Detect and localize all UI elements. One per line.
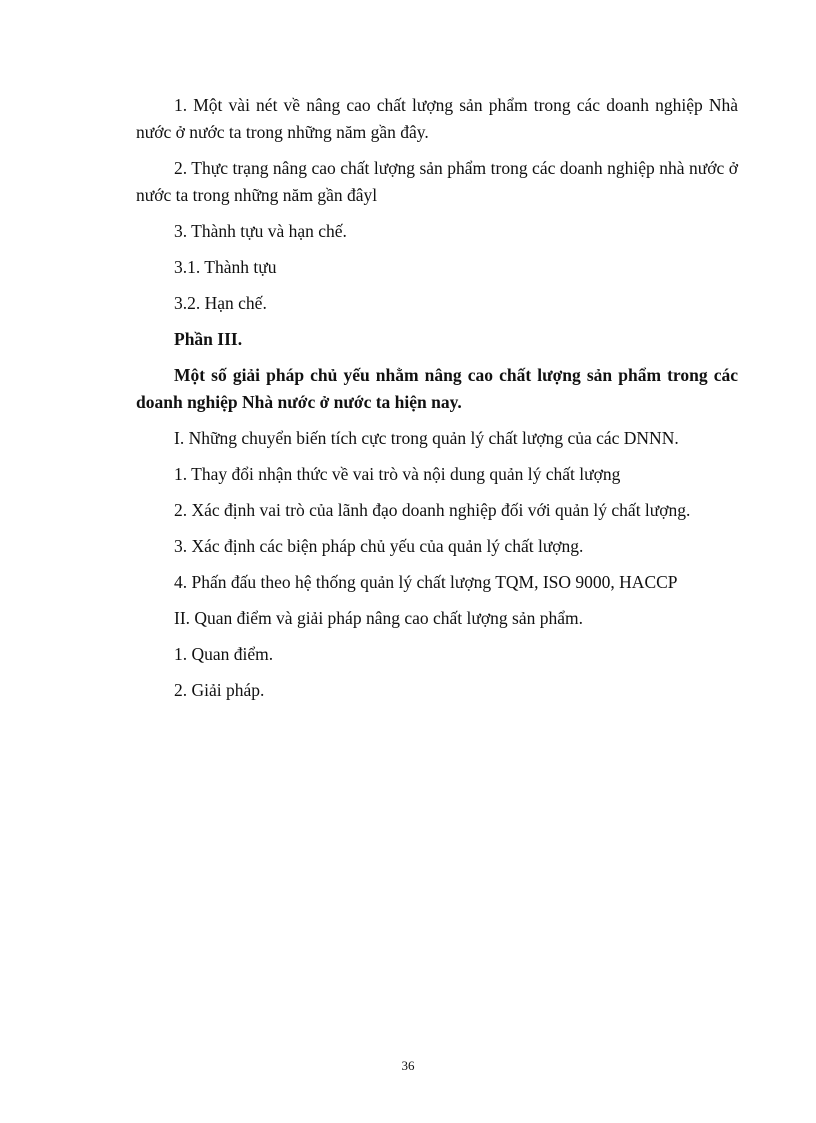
paragraph-II: II. Quan điểm và giải pháp nâng cao chất lượng sản phẩm.	[174, 608, 583, 628]
paragraph-I-2: 2. Xác định vai trò của lãnh đạo doanh nghiệp đối với quản lý chất lượng.	[174, 500, 691, 520]
page-number: 36	[401, 1058, 415, 1073]
document-body	[136, 92, 738, 713]
section-title: Một số giải pháp chủ yếu nhằm nâng cao chất lượng sản phẩm trong các doanh nghiệp Nhà nước ở nước ta hiện nay.	[136, 365, 738, 412]
paragraph-1-1: 1. Một vài nét về nâng cao chất lượng sản phẩm trong các doanh nghiệp Nhà nước ở nước ta trong những năm gần đây.	[136, 95, 738, 142]
paragraph-1-3: 3. Thành tựu và hạn chế.	[174, 221, 347, 241]
paragraph-I-1: 1. Thay đổi nhận thức về vai trò và nội dung quản lý chất lượng	[174, 464, 621, 484]
paragraph-3-1: 3.1. Thành tựu	[174, 257, 277, 277]
paragraph-1-2: 2. Thực trạng nâng cao chất lượng sản phẩm trong các doanh nghiệp nhà nước ở nước ta trong những năm gần đâyl	[136, 158, 738, 205]
paragraph-II-2: 2. Giải pháp.	[174, 680, 265, 700]
paragraph-II-1: 1. Quan điểm.	[174, 644, 274, 664]
paragraph-3-2: 3.2. Hạn chế.	[174, 293, 267, 313]
paragraph-I: I. Những chuyển biến tích cực trong quản lý chất lượng của các DNNN.	[174, 428, 679, 448]
paragraph-I-4: 4. Phấn đấu theo hệ thống quản lý chất lượng TQM, ISO 9000, HACCP	[174, 572, 678, 592]
paragraph-I-3: 3. Xác định các biện pháp chủ yếu của quản lý chất lượng.	[174, 536, 584, 556]
section-heading: Phần III.	[174, 329, 243, 349]
